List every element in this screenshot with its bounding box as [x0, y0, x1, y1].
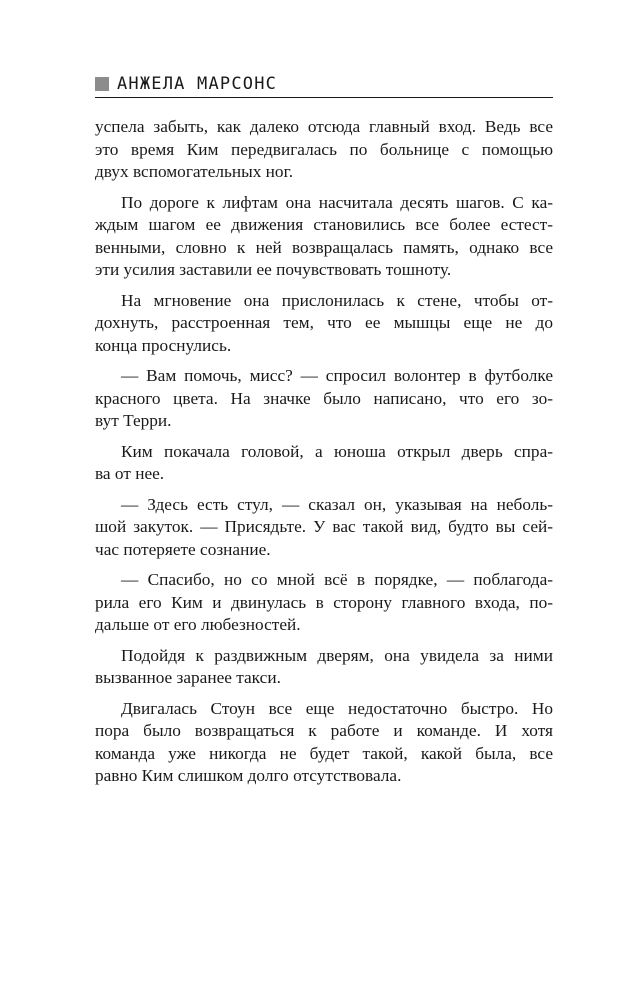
paragraph: [95, 116, 553, 184]
text-line: шой закуток. — Присядьте. У вас такой вид, будто вы сей-: [95, 517, 553, 536]
text-line: дохнуть, расстроенная тем, что ее мышцы еще не до: [95, 313, 553, 332]
text-line: ждым шагом ее движения становились все более естест-: [95, 215, 553, 234]
text-line: конца проснулись.: [95, 335, 232, 355]
paragraph: [95, 441, 553, 486]
running-header: [95, 73, 553, 98]
text-line: эти усилия заставили ее почувствовать тошноту.: [95, 260, 452, 279]
paragraph: [95, 645, 553, 690]
text-line: — Здесь есть стул, — сказал он, указывая на неболь-: [121, 494, 553, 514]
paragraph: [95, 192, 553, 282]
text-line: час потеряете сознание.: [95, 539, 271, 559]
text-line: По дороге к лифтам она насчитала десять шагов. С ка-: [121, 192, 553, 212]
text-line: пора было возвращаться к работе и команде. И хотя: [95, 721, 553, 740]
text-line: венными, словно к ней возвращалась память, однако все: [95, 237, 553, 257]
header-square-marker-icon: [95, 77, 109, 91]
paragraph: [95, 365, 553, 433]
page-body-text: [95, 116, 553, 796]
text-line: На мгновение она прислонилась к стене, чтобы от-: [121, 290, 553, 310]
text-line: красного цвета. На значке было написано, что его зо-: [95, 388, 553, 408]
paragraph: [95, 569, 553, 637]
text-line: команда уже никогда не будет такой, какой была, все: [95, 743, 553, 763]
paragraph: [95, 290, 553, 358]
text-line: равно Ким слишком долго отсутствовала.: [95, 766, 402, 785]
header-author-name: АНЖЕЛА МАРСОНС: [117, 74, 278, 94]
text-line: Двигалась Стоун все еще недостаточно быстро. Но: [121, 698, 553, 718]
text-line: это время Ким передвигалась по больнице с помощью: [95, 139, 553, 159]
text-line: дальше от его любезностей.: [95, 615, 301, 634]
text-line: — Вам помочь, мисс? — спросил волонтер в футболке: [121, 366, 553, 385]
text-line: вызванное заранее такси.: [95, 668, 281, 687]
text-line: Ким покачала головой, а юноша открыл дверь спра-: [121, 441, 553, 461]
text-line: вут Терри.: [95, 411, 172, 430]
text-line: успела забыть, как далеко отсюда главный вход. Ведь все: [95, 117, 553, 136]
paragraph: [95, 494, 553, 562]
text-line: — Спасибо, но со мной всё в порядке, — поблагода-: [121, 570, 553, 589]
text-line: рила его Ким и двинулась в сторону главного входа, по-: [95, 592, 553, 612]
text-line: двух вспомогательных ног.: [95, 162, 294, 181]
paragraph: [95, 698, 553, 788]
text-line: Подойдя к раздвижным дверям, она увидела за ними: [121, 645, 553, 665]
text-line: ва от нее.: [95, 464, 165, 483]
